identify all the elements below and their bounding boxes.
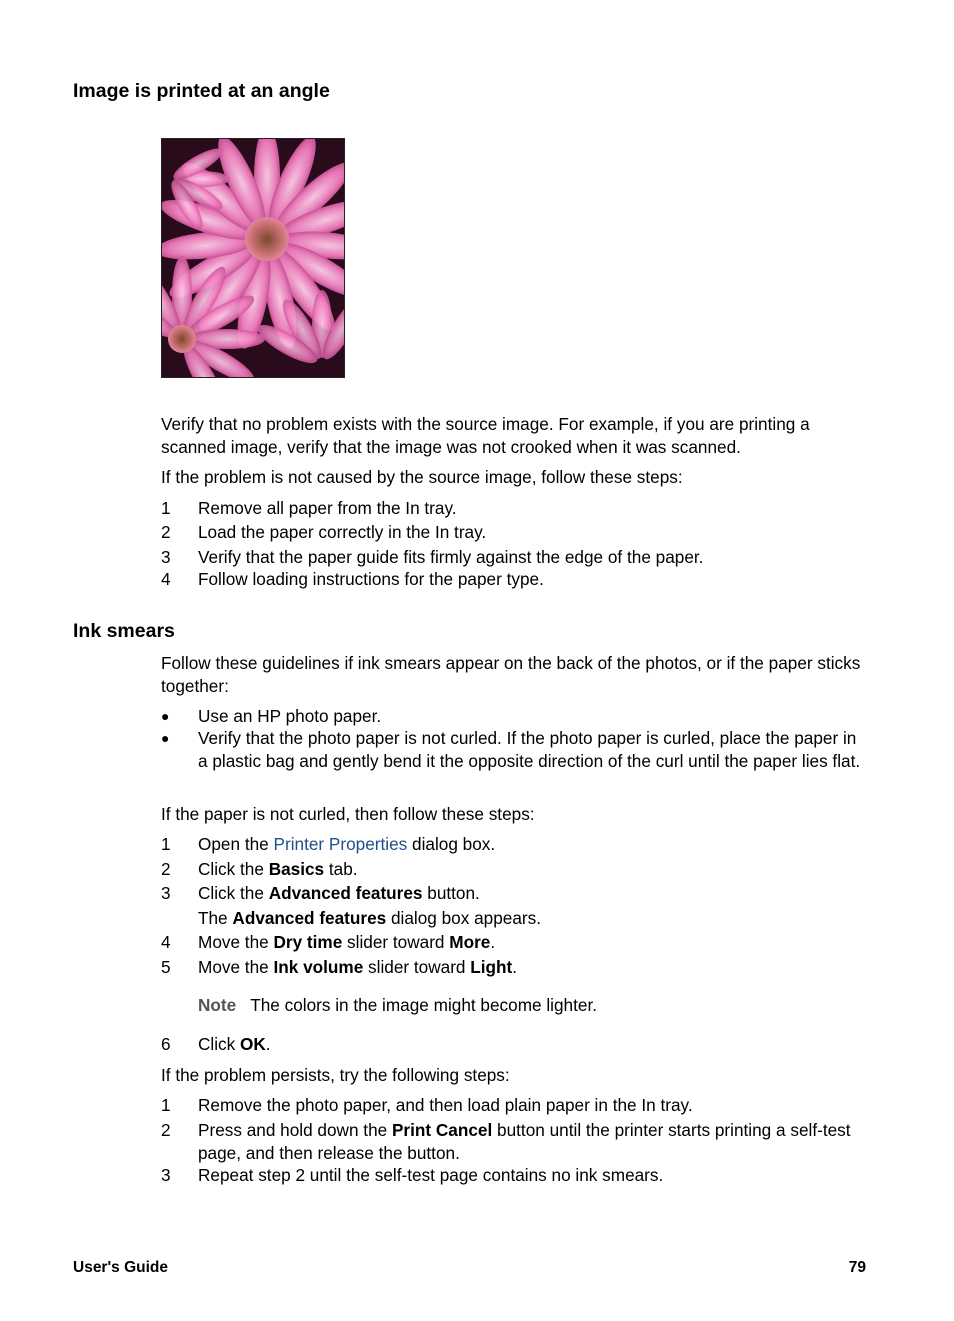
flower-illustration xyxy=(162,139,344,377)
step-number: 1 xyxy=(161,834,171,854)
step-number: 3 xyxy=(161,1165,171,1185)
step-number: 2 xyxy=(161,522,171,542)
step-text: Press and hold down the Print Cancel button until the printer starts printing a self-test page, and then release the button. xyxy=(198,1120,851,1163)
step-number: 4 xyxy=(161,569,171,589)
not-curled-paragraph: If the paper is not curled, then follow these steps: xyxy=(161,804,535,824)
step-number: 2 xyxy=(161,859,171,879)
step-number: 3 xyxy=(161,547,171,567)
step-text: Load the paper correctly in the In tray. xyxy=(198,522,487,542)
step-text: Click OK. xyxy=(198,1034,271,1054)
step-text: Move the Ink volume slider toward Light. xyxy=(198,957,518,977)
persists-paragraph: If the problem persists, try the following steps: xyxy=(161,1065,510,1085)
source-image-paragraph: Verify that no problem exists with the source image. For example, if you are printing a scanned image, verify that the image was not crooked when it was scanned. xyxy=(161,414,810,457)
step-text: Open the Printer Properties dialog box. xyxy=(198,834,496,854)
bullet-icon: ● xyxy=(161,708,170,724)
footer-guide-title: User's Guide xyxy=(73,1259,168,1276)
note-text: The colors in the image might become lighter. xyxy=(250,995,597,1015)
step-text: Click the Basics tab. xyxy=(198,859,358,879)
steps-intro-paragraph: If the problem is not caused by the source image, follow these steps: xyxy=(161,467,683,487)
bullet-text: Use an HP photo paper. xyxy=(198,706,382,726)
step-text: Move the Dry time slider toward More. xyxy=(198,932,496,952)
step-text: Verify that the paper guide fits firmly against the edge of the paper. xyxy=(198,547,704,567)
note-label: Note xyxy=(198,995,237,1015)
angled-print-photo xyxy=(161,138,345,378)
step-number: 1 xyxy=(161,1095,171,1115)
step-text: Repeat step 2 until the self-test page contains no ink smears. xyxy=(198,1165,664,1185)
ink-smears-intro: Follow these guidelines if ink smears appear on the back of the photos, or if the paper sticks together: xyxy=(161,653,861,696)
section-heading-ink-smears: Ink smears xyxy=(73,620,175,642)
page-number: 79 xyxy=(848,1259,866,1276)
step-text: Remove the photo paper, and then load plain paper in the In tray. xyxy=(198,1095,693,1115)
step-number: 4 xyxy=(161,932,171,952)
step-text: Follow loading instructions for the paper type. xyxy=(198,569,544,589)
step-text: Remove all paper from the In tray. xyxy=(198,498,457,518)
step-text: Click the Advanced features button. xyxy=(198,883,480,903)
bullet-text: Verify that the photo paper is not curled. If the photo paper is curled, place the paper in a plastic bag and gently bend it the opposite direction of the curl until the paper lies flat. xyxy=(198,728,861,771)
section-heading-angle: Image is printed at an angle xyxy=(73,80,330,102)
step-number: 5 xyxy=(161,957,171,977)
step-number: 1 xyxy=(161,498,171,518)
bullet-icon: ● xyxy=(161,730,170,746)
step-number: 2 xyxy=(161,1120,171,1140)
printer-properties-link[interactable]: Printer Properties xyxy=(273,834,408,854)
step-number: 6 xyxy=(161,1034,171,1054)
step-number: 3 xyxy=(161,883,171,903)
